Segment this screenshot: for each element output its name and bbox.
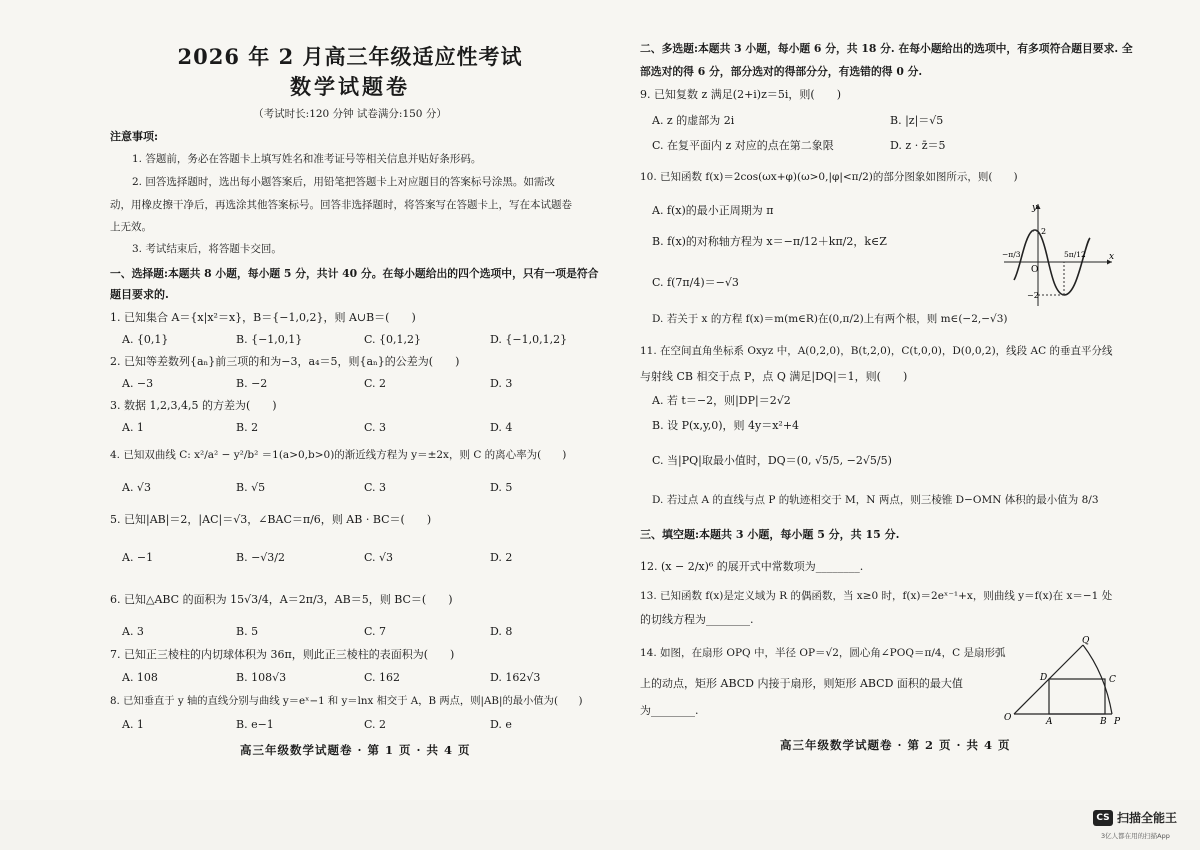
question-13-cont: 的切线方程为________. xyxy=(640,613,754,626)
min-value-label: −2 xyxy=(1027,291,1039,300)
point-q-label: Q xyxy=(1082,636,1090,646)
q3-option-a: A. 1 xyxy=(122,421,144,434)
q8-option-a: A. 1 xyxy=(122,718,144,731)
origin-label: O xyxy=(1031,265,1039,275)
point-p-label: P xyxy=(1114,717,1121,724)
section-1-header: 一、选择题:本题共 8 小题，每小题 5 分，共计 40 分。在每小题给出的四个选项中，只有一项是符合 xyxy=(110,267,599,280)
y-label: y xyxy=(1032,203,1038,213)
question-3: 3. 数据 1,2,3,4,5 的方差为( ) xyxy=(110,399,277,412)
q10-option-c: C. f(7π/4)＝−√3 xyxy=(652,276,739,289)
q11-option-d: D. 若过点 A 的直线与点 P 的轨迹相交于 M，N 两点，则三棱锥 D−OMN 体积的最小值为 8/3 xyxy=(652,494,1099,506)
q10-option-a: A. f(x)的最小正周期为 π xyxy=(652,204,774,217)
q10-option-b: B. f(x)的对称轴方程为 x＝−π/12＋kπ/2，k∈Z xyxy=(652,235,887,248)
rectangle-abcd xyxy=(1049,679,1105,714)
note-1: 1. 答题前，务必在答题卡上填写姓名和准考证号等相关信息并贴好条形码。 xyxy=(132,153,482,165)
q8-option-d: D. e xyxy=(490,718,512,731)
q4-option-b: B. √5 xyxy=(236,481,266,494)
note-2-end: 上无效。 xyxy=(110,221,152,233)
question-11: 11. 在空间直角坐标系 Oxyz 中，A(0,2,0)，B(t,2,0)，C(t,0,0)，D(0,0,2)，线段 AC 的垂直平分线 xyxy=(640,345,1113,357)
point-c-label: C xyxy=(1109,675,1116,685)
question-12: 12. (x − 2/x)⁶ 的展开式中常数项为________. xyxy=(640,560,864,573)
q7-option-d: D. 162√3 xyxy=(490,671,541,684)
cosine-curve xyxy=(1014,230,1090,295)
question-14: 14. 如图，在扇形 OPQ 中，半径 OP＝√2，圆心角∠POQ＝π/4，C 是扇形弧 xyxy=(640,647,1006,659)
q11-option-c: C. 当|PQ|取最小值时，DQ＝(0, √5/5, −2√5/5) xyxy=(652,454,892,467)
point-o-label: O xyxy=(1004,713,1012,723)
question-8: 8. 已知垂直于 y 轴的直线分别与曲线 y＝eˣ−1 和 y＝lnx 相交于 A，B 两点，则|AB|的最小值为( ) xyxy=(110,695,583,707)
section-2-header-cont: 部选对的得 6 分，部分选对的得部分分，有选错的得 0 分. xyxy=(640,65,923,78)
q1-option-b: B. {−1,0,1} xyxy=(236,333,303,346)
q2-option-c: C. 2 xyxy=(364,377,387,390)
q9-option-c: C. 在复平面内 z 对应的点在第二象限 xyxy=(652,139,834,152)
q4-option-c: C. 3 xyxy=(364,481,387,494)
note-3: 3. 考试结束后，将答题卡交回。 xyxy=(132,243,282,255)
point-b-label: B xyxy=(1100,717,1107,724)
scanner-app-badge xyxy=(1093,807,1189,843)
section-2-header: 二、多选题:本题共 3 小题，每小题 6 分，共 18 分. 在每小题给出的选项中，有多项符合题目要求. 全 xyxy=(640,42,1133,55)
q10-option-d: D. 若关于 x 的方程 f(x)＝m(m∈R)在(0,π/2)上有两个根，则 m∈(−2,−√3) xyxy=(652,313,1008,325)
question-5: 5. 已知|AB|＝2，|AC|＝√3，∠BAC＝π/6，则 AB · BC＝( ) xyxy=(110,513,432,526)
page-2-footer: 高三年级数学试题卷 · 第 2 页 · 共 4 页 xyxy=(780,738,1011,752)
point-a-label: A xyxy=(1046,717,1053,724)
question-9: 9. 已知复数 z 满足(2+i)z＝5i，则( ) xyxy=(640,88,841,101)
q2-option-d: D. 3 xyxy=(490,377,513,390)
question-11-cont: 与射线 CB 相交于点 P，点 Q 满足|DQ|＝1，则( ) xyxy=(640,370,908,383)
q11-option-a: A. 若 t＝−2，则|DP|＝2√2 xyxy=(652,394,791,407)
question-14-end: 为________. xyxy=(640,704,699,717)
question-2: 2. 已知等差数列{aₙ}前三项的和为−3，a₄＝5，则{aₙ}的公差为( ) xyxy=(110,355,460,368)
q4-option-a: A. √3 xyxy=(122,481,151,494)
exam-title: 2026 年 2 月高三年级适应性考试 xyxy=(177,44,523,69)
q5-option-a: A. −1 xyxy=(122,551,154,564)
note-2: 2. 回答选择题时，选出每小题答案后，用铅笔把答题卡上对应题目的答案标号涂黑。如需改 xyxy=(132,176,555,188)
q1-option-a: A. {0,1} xyxy=(122,333,169,346)
q5-option-c: C. √3 xyxy=(364,551,394,564)
scanner-app-name: 扫描全能王 xyxy=(1117,811,1178,825)
question-13: 13. 已知函数 f(x)是定义域为 R 的偶函数，当 x≥0 时，f(x)＝2eˣ⁻¹+x，则曲线 y＝f(x)在 x＝−1 处 xyxy=(640,590,1113,602)
question-10: 10. 已知函数 f(x)＝2cos(ωx+φ)(ω>0,|φ|<π/2)的部分图象如图所示，则( ) xyxy=(640,171,1018,183)
exam-subject-title: 数学试题卷 xyxy=(290,74,410,99)
notes-header: 注意事项: xyxy=(110,130,159,143)
q9-option-b: B. |z|＝√5 xyxy=(890,114,944,127)
note-2-cont: 动，用橡皮擦干净后，再选涂其他答案标号。回答非选择题时，将答案写在答题卡上，写在本试题卷 xyxy=(110,199,572,211)
q9-option-d: D. z · z̄＝5 xyxy=(890,139,946,152)
q7-option-c: C. 162 xyxy=(364,671,401,684)
cs-logo-icon: CS xyxy=(1093,810,1113,826)
question-14-cont: 上的动点，矩形 ABCD 内接于扇形，则矩形 ABCD 面积的最大值 xyxy=(640,677,963,690)
question-1: 1. 已知集合 A＝{x|x²＝x}，B＝{−1,0,2}，则 A∪B＝( ) xyxy=(110,311,416,324)
q7-option-a: A. 108 xyxy=(122,671,158,684)
q1-option-d: D. {−1,0,1,2} xyxy=(490,333,568,346)
point-d-label: D xyxy=(1040,673,1048,683)
q6-option-c: C. 7 xyxy=(364,625,387,638)
neg-pi-third-label: −π/3 xyxy=(1002,250,1021,259)
q2-option-b: B. −2 xyxy=(236,377,268,390)
page-1-footer: 高三年级数学试题卷 · 第 1 页 · 共 4 页 xyxy=(240,743,471,757)
q3-option-b: B. 2 xyxy=(236,421,259,434)
section-3-header: 三、填空题:本题共 3 小题，每小题 5 分，共 15 分. xyxy=(640,528,900,541)
question-4: 4. 已知双曲线 C: x²/a² − y²/b² ＝1(a>0,b>0)的渐近线方程为 y＝±2x，则 C 的离心率为( ) xyxy=(110,449,567,461)
cosine-graph-figure xyxy=(1000,200,1120,310)
q2-option-a: A. −3 xyxy=(122,377,154,390)
q5-option-d: D. 2 xyxy=(490,551,513,564)
q7-option-b: B. 108√3 xyxy=(236,671,287,684)
exam-duration: （考试时长:120 分钟 试卷满分:150 分） xyxy=(253,108,447,120)
q6-option-a: A. 3 xyxy=(122,625,144,638)
q5-option-b: B. −√3/2 xyxy=(236,551,286,564)
q8-option-b: B. e−1 xyxy=(236,718,274,731)
five-pi-twelfth-label: 5π/12 xyxy=(1064,250,1086,259)
q8-option-c: C. 2 xyxy=(364,718,387,731)
q9-option-a: A. z 的虚部为 2i xyxy=(652,114,735,127)
section-1-header-cont: 题目要求的. xyxy=(110,288,169,301)
q3-option-d: D. 4 xyxy=(490,421,513,434)
x-label: x xyxy=(1109,252,1115,262)
max-value-label: 2 xyxy=(1041,227,1047,236)
question-7: 7. 已知正三棱柱的内切球体积为 36π，则此正三棱柱的表面积为( ) xyxy=(110,648,455,661)
question-6: 6. 已知△ABC 的面积为 15√3/4，A＝2π/3，AB＝5，则 BC＝( ) xyxy=(110,593,453,606)
q3-option-c: C. 3 xyxy=(364,421,387,434)
scanner-app-slogan: 3亿人都在用的扫描App xyxy=(1101,832,1170,840)
q6-option-d: D. 8 xyxy=(490,625,513,638)
q11-option-b: B. 设 P(x,y,0)，则 4y＝x²+4 xyxy=(652,419,800,432)
sector-figure xyxy=(1002,634,1132,724)
q6-option-b: B. 5 xyxy=(236,625,259,638)
q1-option-c: C. {0,1,2} xyxy=(364,333,422,346)
q4-option-d: D. 5 xyxy=(490,481,513,494)
